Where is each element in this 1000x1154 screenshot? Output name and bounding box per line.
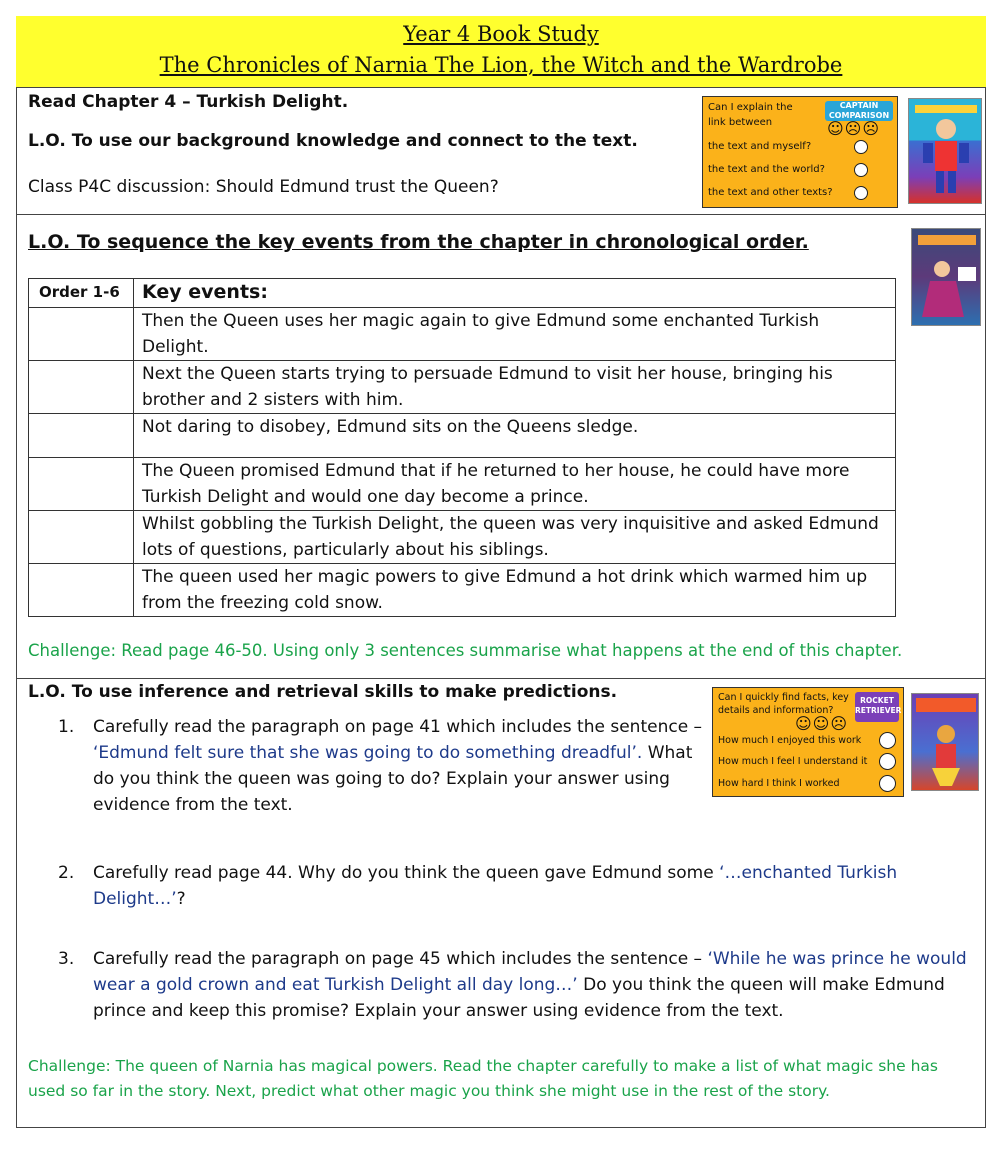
rocket-retriever-badge: [712, 687, 904, 797]
order-input-cell[interactable]: [29, 458, 134, 511]
question-quote: ‘While he was prince he would wear a gold crown and eat Turkish Delight all day long…’: [93, 949, 967, 995]
captain-comparison-logo: CAPTAIN COMPARISON: [825, 101, 893, 121]
table-row: [29, 361, 896, 414]
header-subtitle: The Chronicles of Narnia The Lion, the Witch and the Wardrobe: [159, 53, 843, 77]
event-cell: The queen used her magic powers to give Edmund a hot drink which warmed him up from the freezing cold snow.: [134, 564, 896, 617]
badge-row-1: How much I enjoyed this work: [718, 735, 862, 746]
key-events-column-header: Key events:: [134, 279, 896, 308]
rating-circle-icon: [879, 775, 896, 792]
rating-circle-icon: [854, 140, 868, 154]
reading-instruction: Read Chapter 4 – Turkish Delight.: [28, 92, 349, 112]
table-row: [29, 414, 896, 458]
section-divider: [16, 214, 986, 215]
captain-comparison-badge: [702, 96, 898, 208]
event-cell: Then the Queen uses her magic again to give Edmund some enchanted Turkish Delight.: [134, 308, 896, 361]
question-number: 1.: [58, 717, 75, 737]
order-input-cell[interactable]: [29, 308, 134, 361]
question-text-part: What do you think the queen was going to do? Explain your answer using evidence from the text.: [93, 743, 693, 815]
sequence-hero-poster-image: [911, 228, 981, 326]
header-title: Year 4 Book Study: [403, 22, 599, 46]
challenge-1: Challenge: Read page 46-50. Using only 3 sentences summarise what happens at the end of this chapter.: [28, 641, 903, 660]
question-text-part: Carefully read the paragraph on page 45 which includes the sentence –: [93, 949, 708, 969]
rating-circle-icon: [854, 186, 868, 200]
table-row: [29, 458, 896, 511]
order-input-cell[interactable]: [29, 361, 134, 414]
rating-circle-icon: [854, 163, 868, 177]
challenge-2: Challenge: The queen of Narnia has magical powers. Read the chapter carefully to make a list of what magic she has used so far in the story. Next, predict what other magic you think she might use in the rest of the story.: [28, 1057, 938, 1100]
table-row: [29, 308, 896, 361]
question-text-part: Carefully read page 44. Why do you think the queen gave Edmund some: [93, 863, 720, 883]
event-cell: The Queen promised Edmund that if he returned to her house, he could have more Turkish Delight and would one day become a prince.: [134, 458, 896, 511]
table-row: [29, 511, 896, 564]
order-input-cell[interactable]: [29, 564, 134, 617]
badge-title-line2: details and information?: [718, 705, 834, 716]
event-cell: Whilst gobbling the Turkish Delight, the queen was very inquisitive and asked Edmund lots of questions, particularly about his siblings.: [134, 511, 896, 564]
rocket-retriever-poster-image: [911, 693, 979, 791]
question-text-part: Do you think the queen will make Edmund prince and keep this promise? Explain your answer using evidence from the text.: [93, 975, 945, 1021]
learning-objective-2: L.O. To sequence the key events from the chapter in chronological order.: [28, 231, 809, 253]
event-cell: Not daring to disobey, Edmund sits on the Queens sledge.: [134, 414, 896, 458]
section-divider: [16, 678, 986, 679]
rating-circle-icon: [879, 753, 896, 770]
question-number: 3.: [58, 949, 75, 969]
question-text-part: ?: [176, 889, 186, 909]
captain-comparison-poster-image: [908, 98, 982, 204]
question-number: 2.: [58, 863, 75, 883]
smiley-faces-icon: ☺☺☹: [795, 714, 849, 733]
smiley-faces-icon: ☺☹☹: [827, 119, 881, 138]
event-cell: Next the Queen starts trying to persuade Edmund to visit her house, bringing his brother and 2 sisters with him.: [134, 361, 896, 414]
order-input-cell[interactable]: [29, 511, 134, 564]
header-banner: [16, 16, 986, 88]
badge-row-1: the text and myself?: [708, 141, 812, 152]
question-quote: ‘Edmund felt sure that she was going to do something dreadful’.: [93, 743, 643, 763]
badge-title-line1: Can I explain the: [708, 102, 793, 113]
discussion-prompt: Class P4C discussion: Should Edmund trust the Queen?: [28, 177, 499, 197]
badge-row-2: How much I feel I understand it: [718, 756, 868, 767]
table-header-row: [29, 279, 896, 308]
question-text-part: Carefully read the paragraph on page 41 which includes the sentence –: [93, 717, 703, 737]
order-input-cell[interactable]: [29, 414, 134, 458]
question-text: [93, 946, 978, 1024]
table-row: [29, 564, 896, 617]
question-text: [93, 860, 973, 912]
badge-row-3: the text and other texts?: [708, 187, 833, 198]
rating-circle-icon: [879, 732, 896, 749]
rocket-retriever-logo: ROCKET RETRIEVER: [855, 692, 899, 722]
badge-row-2: the text and the world?: [708, 164, 825, 175]
badge-title-line1: Can I quickly find facts, key: [718, 692, 849, 703]
badge-title-line2: link between: [708, 117, 773, 128]
key-events-table: [28, 278, 896, 617]
order-column-header: Order 1-6: [29, 279, 134, 308]
learning-objective-1: L.O. To use our background knowledge and connect to the text.: [28, 131, 638, 151]
learning-objective-3: L.O. To use inference and retrieval skills to make predictions.: [28, 682, 618, 702]
question-text: [93, 714, 713, 818]
question-quote: ‘…enchanted Turkish Delight…’: [93, 863, 898, 909]
badge-row-3: How hard I think I worked: [718, 778, 840, 789]
